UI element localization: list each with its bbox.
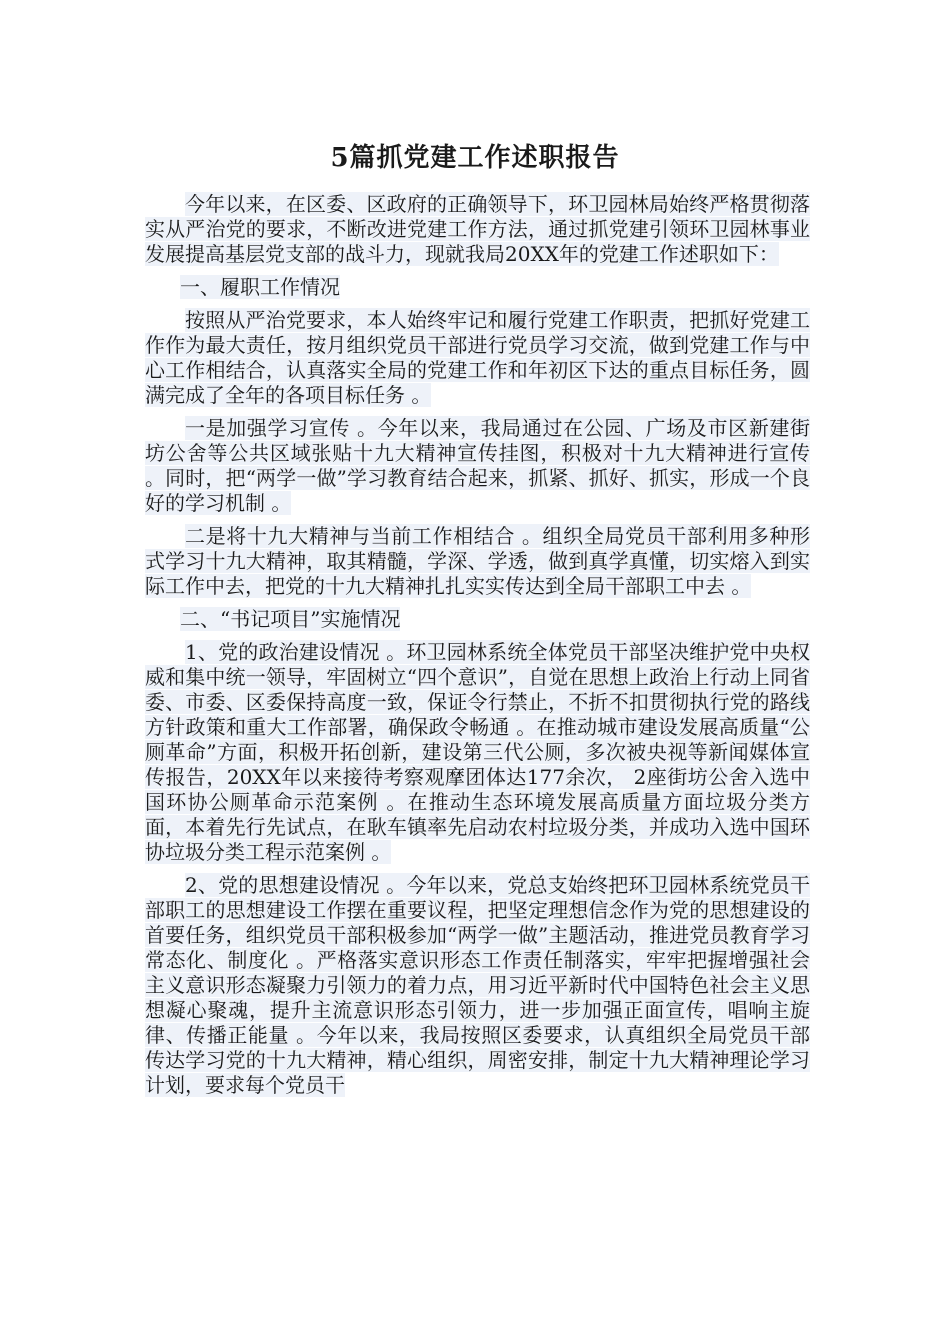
section-heading-text: 一、履职工作情况 xyxy=(180,275,340,299)
paragraph-text: 按照从严治党要求，本人始终牢记和履行党建工作职责，把抓好党建工作作为最大责任，按月组织党员干部进行党员学习交流，做到党建工作与中心工作相结合，认真落实全局的党建工作和年初区下达的重点目标任务，圆满完成了全年的各项目标任务 。 xyxy=(145,308,810,407)
document-title: 5篇抓党建工作述职报告 xyxy=(330,143,620,173)
paragraph-text: 一是加强学习宣传 。今年以来，我局通过在公园、广场及市区新建街坊公舍等公共区域张贴十九大精神宣传挂图，积极对十九大精神进行宣传 。同时，把“两学一做”学习教育结合起来，抓紧、抓好、抓实，形成一个良好的学习机制 。 xyxy=(145,416,810,515)
body-paragraph xyxy=(145,416,810,516)
body-paragraph xyxy=(145,873,810,1098)
section-heading xyxy=(145,275,810,300)
body-paragraph xyxy=(145,192,810,267)
document-body xyxy=(145,192,810,1106)
body-paragraph xyxy=(145,640,810,865)
paragraph-text: 1、党的政治建设情况 。环卫园林系统全体党员干部坚决维护党中央权威和集中统一领导，牢固树立“四个意识”，自觉在思想上政治上行动上同省委、市委、区委保持高度一致，保证令行禁止，不折不扣贯彻执行党的路线方针政策和重大工作部署，确保政令畅通 。在推动城市建设发展高质量“公厕革命”方面，积极开拓创新，建设第三代公厕，多次被央视等新闻媒体宣传报告，20XX年以来接待考察观摩团体达177余次， 2座街坊公舍入选中国环协公厕革命示范案例 。在推动生态环境发展高质量方面垃圾分类方面，本着先行先试点，在耿车镇率先启动农村垃圾分类，并成功入选中国环协垃圾分类工程示范案例 。 xyxy=(145,640,810,864)
paragraph-text: 2、党的思想建设情况 。今年以来，党总支始终把环卫园林系统党员干部职工的思想建设工作摆在重要议程，把坚定理想信念作为党的思想建设的首要任务，组织党员干部积极参加“两学一做”主题活动，推进党员教育学习常态化、制度化 。严格落实意识形态工作责任制落实，牢牢把握增强社会主义意识形态凝聚力引领力的着力点，用习近平新时代中国特色社会主义思想凝心聚魂，提升主流意识形态引领力，进一步加强正面宣传，唱响主旋律、传播正能量 。今年以来，我局按照区委要求，认真组织全局党员干部传达学习党的十九大精神，精心组织，周密安排，制定十九大精神理论学习计划，要求每个党员干 xyxy=(145,873,810,1097)
paragraph-text: 二是将十九大精神与当前工作相结合 。组织全局党员干部利用多种形式学习十九大精神，取其精髓，学深、学透，做到真学真懂，切实熔入到实际工作中去，把党的十九大精神扎扎实实传达到全局干部职工中去 。 xyxy=(145,524,810,598)
body-paragraph xyxy=(145,524,810,599)
section-heading xyxy=(145,607,810,632)
body-paragraph xyxy=(145,308,810,408)
paragraph-text: 今年以来，在区委、区政府的正确领导下，环卫园林局始终严格贯彻落实从严治党的要求，不断改进党建工作方法，通过抓党建引领环卫园林事业发展提高基层党支部的战斗力，现就我局20XX年的党建工作述职如下： xyxy=(145,192,810,266)
section-heading-text: 二、“书记项目”实施情况 xyxy=(180,607,401,631)
